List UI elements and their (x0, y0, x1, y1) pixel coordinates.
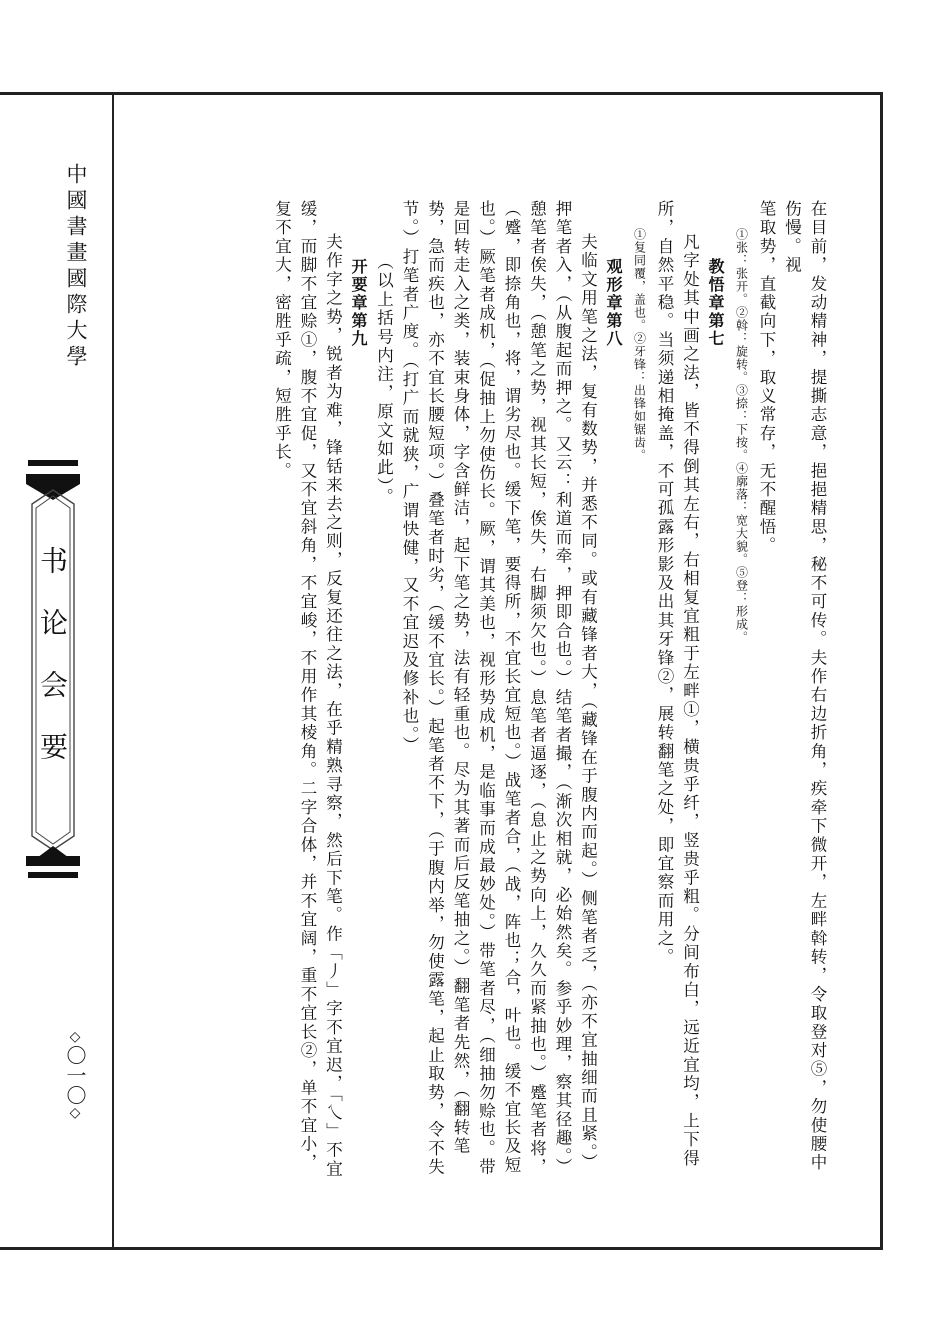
page-number (62, 1010, 88, 1140)
chapter-paragraph: 夫临文用笔之法，复有数势，并悉不同。或有藏锋者大，（藏锋在于腹内而起。）侧笔者乏，（亦不宜抽细而且紧。）押笔者入，（从腹起而押之。又云：利道而牵，押即合也。）结笔者撮，（渐次相就，必始然矣。参乎妙理，察其径趣。）憩笔者俟失，（憩笔之势，视其长短，俟失，右脚须欠也。）息笔者逼逐，（息止之势向上，久久而紧抽也。）蹙笔者将，（蹙，即捺角也，将，谓劣尽也。缓下笔，要得所，不宜长宜短也。）战笔者合，（战，阵也；合，叶也。缓不宜长及短也。）厥笔者成机，（促抽上勿使伤长。厥，谓其美也，视形势成机，是临事而成最妙处。）带笔者尽，（细抽勿赊也。带是回转走入之类，装束身体，字含鲜洁，起下笔之势，法有轻重也。尽为其著而后反笔抽之。）翻笔者先然，（翻转笔势，急而疾也，亦不宜长腰短项。）叠笔者时劣，（缓不宜长。）起笔者不下，（于腹内举，勿使露笔，起止取势，令不失节。）打笔者广度。（打广而就狭，广谓快健，又不宜迟及修补也。） (400, 200, 598, 1177)
page-marker-bottom: ◇ (67, 1105, 83, 1121)
footnotes: ①复同覆，盖也。②牙锋：出锋如锯齿。 (632, 228, 647, 462)
text-line: 笔取势，直截向下，取义常存，无不醒悟。 (757, 200, 776, 556)
institution-name: 中國書畫國際大學 (64, 163, 88, 371)
editor-note: （以上括号内注，原文如此）。 (374, 253, 394, 507)
chapter-paragraph: 凡字处其中画之法，皆不得倒其左右，右相复宜粗于左畔①，横贵乎纤，竖贵乎粗。分间布白，远近宜均，上下得所，自然平稳。当须递相掩盖，不可孤露形影及出其牙锋②，展转翻笔之处，即宜察而用之。 (655, 200, 700, 1168)
chapter-heading: 教悟章第七 (706, 258, 725, 348)
sidebar-divider (112, 92, 114, 1250)
main-text (150, 200, 830, 1180)
page-marker-top: ◇ (67, 1029, 83, 1045)
text-line: 在目前，发动精神，提撕志意，挹挹精思，秘不可传。夫作右边折角，疾牵下微开，左畔斡转，令取登对⑤，勿使腰中伤慢。视 (782, 200, 827, 1173)
chapter-heading: 开要章第九 (349, 258, 368, 348)
chapter-heading: 观形章第八 (604, 258, 623, 348)
chapter-paragraph: 夫作字之势，锐者为难，锋铦来去之则，反复还往之法，在乎精熟寻察，然后下笔。作「丿」字不宜迟，「乀」不宜缓，而脚不宜赊①，腹不宜促，又不宜斜角，不宜峻，不用作其棱角。二字合体，并不宜阔，重不宜长②，单不宜小，复不宜大，密胜乎疏，短胜乎长。 (272, 200, 343, 1179)
footnotes: ①张：张开。②斡：旋转。③捺：下按。④廓落：宽大貌。⑤登：形成。 (734, 228, 749, 644)
page-number-text: 〇一〇 (63, 1045, 87, 1105)
book-title: 书论会要 (36, 546, 69, 794)
